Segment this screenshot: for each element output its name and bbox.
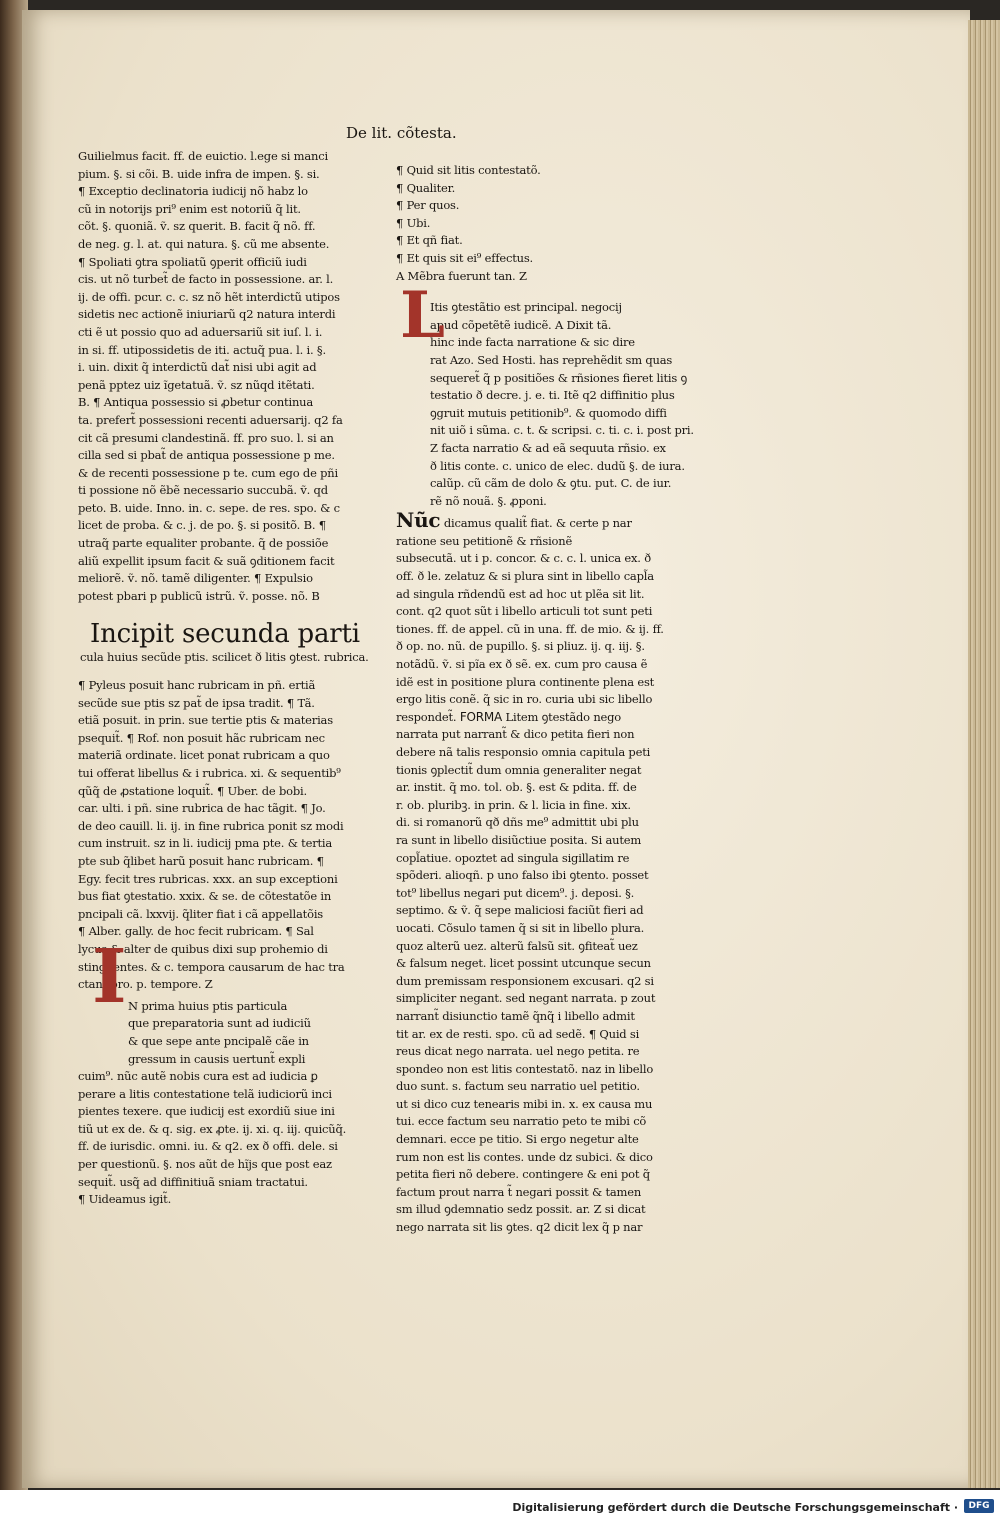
text-line: tui offerat libellus & i rubrica. xi. & sequentib⁹ bbox=[78, 766, 341, 780]
text-line: hinc inde facta narratione & sic dire bbox=[430, 335, 635, 350]
text-line: narrata put narrant̃ & dico petita fieri non bbox=[396, 727, 635, 742]
contents-item: A Mẽbra fuerunt tan. Z bbox=[396, 268, 527, 283]
text-line: cum instruit. sz in li. iudicij pma pte. & tertia bbox=[78, 836, 333, 851]
text-line: ¶ Uideamus igit̃. bbox=[78, 1192, 172, 1207]
text-line: ꝯgruit mutuis petitionib⁹. & quomodo diffi bbox=[430, 405, 667, 420]
text-line: spondeo non est litis contestatõ. naz in libello bbox=[396, 1061, 654, 1076]
text-line: off. ð le. zelatuz & si plura sint in libello capl̃a bbox=[396, 569, 654, 584]
contents-item: ¶ Et quis sit ei⁹ effectus. bbox=[396, 250, 534, 265]
text-line: sidetis nec actionẽ iniuriarũ q2 natura interdi bbox=[78, 307, 336, 322]
text-line: i. uin. dixit q̃ interdictũ dat̃ nisi ubi agit ad bbox=[78, 360, 317, 375]
text-line: spõderi. alioqñ. p uno falso ibi ꝯtento. posset bbox=[396, 868, 649, 883]
text-line: perare a litis contestatione telã iudiciorũ inci bbox=[78, 1086, 332, 1101]
forma-prefix: respondet̃. bbox=[396, 709, 457, 724]
text-line: uocati. Cõsulo tamen q̃ si sit in libello plura. bbox=[396, 920, 645, 935]
text-line: quoz alterũ uez. alterũ falsũ sit. ꝯfiteat̃ uez bbox=[396, 938, 638, 953]
text-line: car. ulti. i pñ. sine rubrica de hac tãgit. ¶ Jo. bbox=[78, 801, 326, 816]
text-line: testatio ð decre. j. e. ti. Itẽ q2 diffinitio plus bbox=[430, 388, 675, 403]
text-line: simpliciter negant. sed negant narrata. p zout bbox=[396, 991, 656, 1006]
text-line: ð op. no. nũ. de pupillo. §. si pliuz. ij. q. iij. §. bbox=[396, 639, 645, 654]
text-line: cõt. §. quoniã. ṽ. sz querit. B. facit q̃ nõ. ff. bbox=[78, 219, 316, 234]
funding-credit: Digitalisierung gefördert durch die Deutsche Forschungsgemeinschaft · bbox=[512, 1501, 958, 1514]
text-line: tiũ ut ex de. & q. sig. ex ꝓte. ij. xi. q. iij. quicũq̃. bbox=[78, 1121, 347, 1136]
text-line: tionis ꝯplectit̃ dum omnia generaliter negat bbox=[396, 762, 642, 777]
text-line: tot⁹ libellus negari put dicem⁹. j. deposi. §. bbox=[396, 885, 635, 900]
dfg-logo: DFG bbox=[964, 1499, 994, 1513]
right-text-block-3 bbox=[396, 726, 664, 1236]
text-line: ¶ Pyleus posuit hanc rubricam in pñ. ertiã bbox=[78, 678, 316, 693]
text-line: in si. ff. utipossidetis de iti. actuq̃ pua. l. i. §. bbox=[78, 342, 326, 357]
text-line: meliorẽ. ṽ. nõ. tamẽ diligenter. ¶ Expulsio bbox=[78, 571, 313, 586]
text-line: & que sepe ante pncipalẽ cãe in bbox=[128, 1033, 309, 1048]
text-line: stinguentes. & c. tempora causarum de hac tra bbox=[78, 959, 345, 974]
text-line: peto. B. uide. Inno. in. c. sepe. de res. spo. & c bbox=[78, 500, 340, 515]
text-line: & de recenti possessione p te. cum ego de pñi bbox=[78, 465, 338, 480]
text-line: copl̃atiue. opoztet ad singula sigillatim re bbox=[396, 850, 630, 865]
text-line: cis. ut nõ turbet̃ de facto in possessione. ar. l. bbox=[78, 272, 334, 287]
text-line: sequeret̃ q̃ p positiões & rñsiones fieret litis ꝯ bbox=[430, 370, 688, 385]
right-text-block-2 bbox=[396, 533, 664, 709]
text-line: septimo. & ṽ. q̃ sepe maliciosi faciũt fieri ad bbox=[396, 903, 644, 918]
text-line: bus fiat ꝯtestatio. xxix. & se. de cõtestatõe in bbox=[78, 889, 332, 904]
text-line: cuim⁹. nũc autẽ nobis cura est ad iudicia ꝑ bbox=[78, 1069, 318, 1084]
running-head: De lit. cõtesta. bbox=[346, 124, 457, 142]
text-line: qũq̃ de ꝓstatione loquit̃. ¶ Uber. de bobi. bbox=[78, 783, 307, 798]
text-line: ut si dico cuz tenearis mibi in. x. ex causa mu bbox=[396, 1096, 653, 1111]
text-line: notãdũ. ṽ. si pĩa ex ð sẽ. ex. cum pro causa ẽ bbox=[396, 657, 648, 672]
text-line: rat Azo. Sed Hosti. has reprehẽdit sm quas bbox=[430, 352, 673, 367]
text-line: aliũ expellit ipsum facit & suã ꝯditionem facit bbox=[78, 553, 335, 568]
text-line: licet de proba. & c. j. de po. §. si positõ. B. ¶ bbox=[78, 518, 326, 533]
text-line: reus dicat nego narrata. uel nego petita. re bbox=[396, 1044, 640, 1059]
text-line: ctant pro. p. tempore. Z bbox=[78, 977, 213, 992]
section-subheading: cula huius secũde ptis. scilicet ð litis ꝯtest. rubrica. bbox=[80, 650, 369, 665]
text-line: de deo cauill. li. ij. in fine rubrica ponit sz modi bbox=[78, 818, 344, 833]
text-line: B. ¶ Antiqua possessio si ꝓbetur continua bbox=[78, 395, 314, 410]
text-line: materiã ordinate. licet ponat rubricam a quo bbox=[78, 748, 330, 763]
text-line: duo sunt. s. factum seu narratio uel petitio. bbox=[396, 1079, 640, 1094]
text-line: ra sunt in libello disiũctiue posita. Si autem bbox=[396, 832, 642, 847]
text-line: cũ in notorijs pri⁹ enim est notoriũ q̃ lit. bbox=[78, 201, 301, 216]
text-line: ij. de offi. pcur. c. c. sz nõ hẽt interdictũ utipos bbox=[78, 289, 340, 304]
chapter-contents-list bbox=[396, 162, 664, 285]
drop-initial-l: L bbox=[400, 278, 445, 353]
text-line: cont. q2 quot sũt i libello articuli tot sunt peti bbox=[396, 604, 653, 619]
text-line: pte sub q̃libet harũ posuit hanc rubricam. ¶ bbox=[78, 853, 324, 868]
text-line: ad singula rñdendũ est ad hoc ut plẽa sit lit. bbox=[396, 586, 645, 601]
page-edges bbox=[968, 20, 1000, 1488]
text-line: di. si romanorũ qð dñs me⁹ admittit ubi plu bbox=[396, 815, 639, 830]
text-line: ergo litis conẽ. q̃ sic in ro. curia ubi sic libello bbox=[396, 692, 653, 707]
text-line: utraq̃ parte equaliter probante. q̃ de possiõe bbox=[78, 536, 329, 551]
contents-item: ¶ Ubi. bbox=[396, 215, 431, 230]
text-line: apud cõpetẽtẽ iudicẽ. A Dixit tã. bbox=[430, 317, 612, 332]
text-line: Egy. fecit tres rubricas. xxx. an sup exceptioni bbox=[78, 871, 338, 886]
left-text-block-after-initial bbox=[78, 998, 347, 1209]
footer-bar bbox=[0, 1490, 1000, 1523]
nunc-word: Nũc bbox=[396, 508, 441, 533]
text-line: pientes texere. que iudicij est exordiũ siue ini bbox=[78, 1104, 335, 1119]
contents-item: ¶ Et qñ fiat. bbox=[396, 233, 463, 248]
text-line: penã pptez uiz ĩgetatuã. ṽ. sz nũqd itẽtati. bbox=[78, 377, 315, 392]
text-line: idẽ est in positione plura continente plena est bbox=[396, 674, 655, 689]
text-line: Z facta narratio & ad eã sequuta rñsio. ex bbox=[430, 440, 666, 455]
contents-item: ¶ Qualiter. bbox=[396, 180, 456, 195]
section-heading: Incipit secunda parti bbox=[90, 619, 360, 650]
text-line: Itis ꝯtestãtio est principal. negocij bbox=[430, 300, 622, 315]
text-line: ti possione nõ ẽbẽ necessario succubã. ṽ. qd bbox=[78, 483, 328, 498]
text-line: gressum in causis uertunt̃ expli bbox=[128, 1051, 306, 1066]
text-line: potest pbari p publicũ istrũ. ṽ. posse. nõ. B bbox=[78, 588, 320, 603]
text-line: que preparatoria sunt ad iudiciũ bbox=[128, 1016, 311, 1031]
text-line: subsecutã. ut i p. concor. & c. c. l. unica ex. ð bbox=[396, 551, 651, 566]
text-line: N prima huius ptis particula bbox=[128, 998, 288, 1013]
forma-suffix: Litem ꝯtestãdo nego bbox=[505, 709, 622, 724]
text-line: de neg. g. l. at. qui natura. §. cũ me absente. bbox=[78, 236, 330, 251]
text-line: etiã posuit. in prin. sue tertie ptis & materias bbox=[78, 713, 333, 728]
text-line: ar. instit. q̃ mo. tol. ob. §. est & pdita. ff. de bbox=[396, 780, 637, 795]
text-line: ratione seu petitionẽ & rñsionẽ bbox=[396, 533, 573, 548]
text-line: pncipali cã. lxxvij. q̃liter fiat i cã appellatõis bbox=[78, 906, 323, 921]
text-line: ta. prefert̃ possessioni recenti aduersarij. q2 fa bbox=[78, 412, 343, 427]
text-line: calũp. cũ cãm de dolo & ꝯtu. put. C. de iur. bbox=[430, 476, 672, 491]
text-line: cit cã presumi clandestinã. ff. pro suo. l. si an bbox=[78, 430, 334, 445]
left-text-block-top bbox=[78, 148, 343, 605]
text-line: tiones. ff. de appel. cũ in una. ff. de mio. & ij. ff. bbox=[396, 621, 664, 636]
text-line: r. ob. pluribꝫ. in prin. & l. licia in fine. xix. bbox=[396, 797, 631, 812]
text-line: Guilielmus facit. ff. de euictio. l.ege si manci bbox=[78, 149, 328, 163]
left-column bbox=[78, 148, 369, 1209]
contents-item: ¶ Quid sit litis contestatõ. bbox=[396, 163, 541, 177]
text-line: debere nã talis responsio omnia capitula peti bbox=[396, 745, 651, 759]
text-line: ð litis conte. c. unico de elec. dudũ §. de iura. bbox=[430, 458, 685, 473]
forma-word: FORMA bbox=[459, 709, 503, 724]
text-line: nit uiõ i sũma. c. t. & scripsi. c. ti. c. i. post pri. bbox=[430, 423, 694, 438]
text-line: ¶ Spoliati ꝯtra spoliatũ ꝯperit officiũ iudi bbox=[78, 254, 307, 269]
text-line: sm illud ꝯdemnatio sedz possit. ar. Z si dicat bbox=[396, 1202, 646, 1217]
text-line: tit ar. ex de resti. spo. cũ ad sedẽ. ¶ Quid si bbox=[396, 1026, 640, 1041]
text-line: per questionũ. §. nos aũt de hĩjs que post eaz bbox=[78, 1157, 332, 1172]
nunc-line bbox=[396, 508, 664, 533]
text-line: petita fieri nõ debere. contingere & eni pot q̃ bbox=[396, 1167, 650, 1182]
text-line: cti ẽ ut possio quo ad aduersariũ sit iuſ. l. i. bbox=[78, 324, 323, 339]
contents-item: ¶ Per quos. bbox=[396, 198, 460, 213]
text-line: factum prout narra t̃ negari possit & tamen bbox=[396, 1184, 642, 1199]
text-line: lycus & alter de quibus dixi sup prohemio di bbox=[78, 941, 328, 956]
text-line: rum non est lis contes. unde dz subici. & dico bbox=[396, 1149, 653, 1164]
text-line: cilla sed si pbat̃ de antiqua possessione p me. bbox=[78, 448, 335, 463]
text-line: dum premissam responsionem excusari. q2 si bbox=[396, 973, 654, 988]
text-line: demnari. ecce pe titio. Si ergo negetur alte bbox=[396, 1132, 639, 1147]
nunc-first-line: dicamus qualit̃ fiat. & certe p nar bbox=[443, 516, 632, 531]
text-line: secũde sue ptis sz pat̃ de ipsa tradit. ¶ Tã. bbox=[78, 695, 315, 710]
text-line: ¶ Alber. gally. de hoc fecit rubricam. ¶ Sal bbox=[78, 924, 314, 939]
text-line: sequit̃. usq̃ ad diffinitiuã sniam tractatui. bbox=[78, 1174, 308, 1189]
drop-initial-i: I bbox=[92, 934, 127, 1020]
text-line: narrant̃ disiunctio tamẽ q̃nq̃ i libello admit bbox=[396, 1008, 635, 1023]
text-line: & falsum neget. licet possint utcunque secun bbox=[396, 956, 651, 971]
text-line: rẽ nõ nouã. §. ꝓponi. bbox=[430, 493, 547, 508]
text-line: psequit̃. ¶ Rof. non posuit hãc rubricam nec bbox=[78, 730, 325, 745]
text-line: ¶ Exceptio declinatoria iudicij nõ habz lo bbox=[78, 184, 308, 199]
text-line: nego narrata sit lis ꝯtes. q2 dicit lex q̃ p nar bbox=[396, 1220, 643, 1235]
text-line: ff. de iurisdic. omni. iu. & q2. ex ð offi. dele. si bbox=[78, 1139, 338, 1154]
forma-line bbox=[396, 709, 664, 727]
text-line: tui. ecce factum seu narratio peto te mibi cõ bbox=[396, 1114, 647, 1129]
text-line: pium. §. si cõi. B. uide infra de impen. §. si. bbox=[78, 166, 320, 181]
